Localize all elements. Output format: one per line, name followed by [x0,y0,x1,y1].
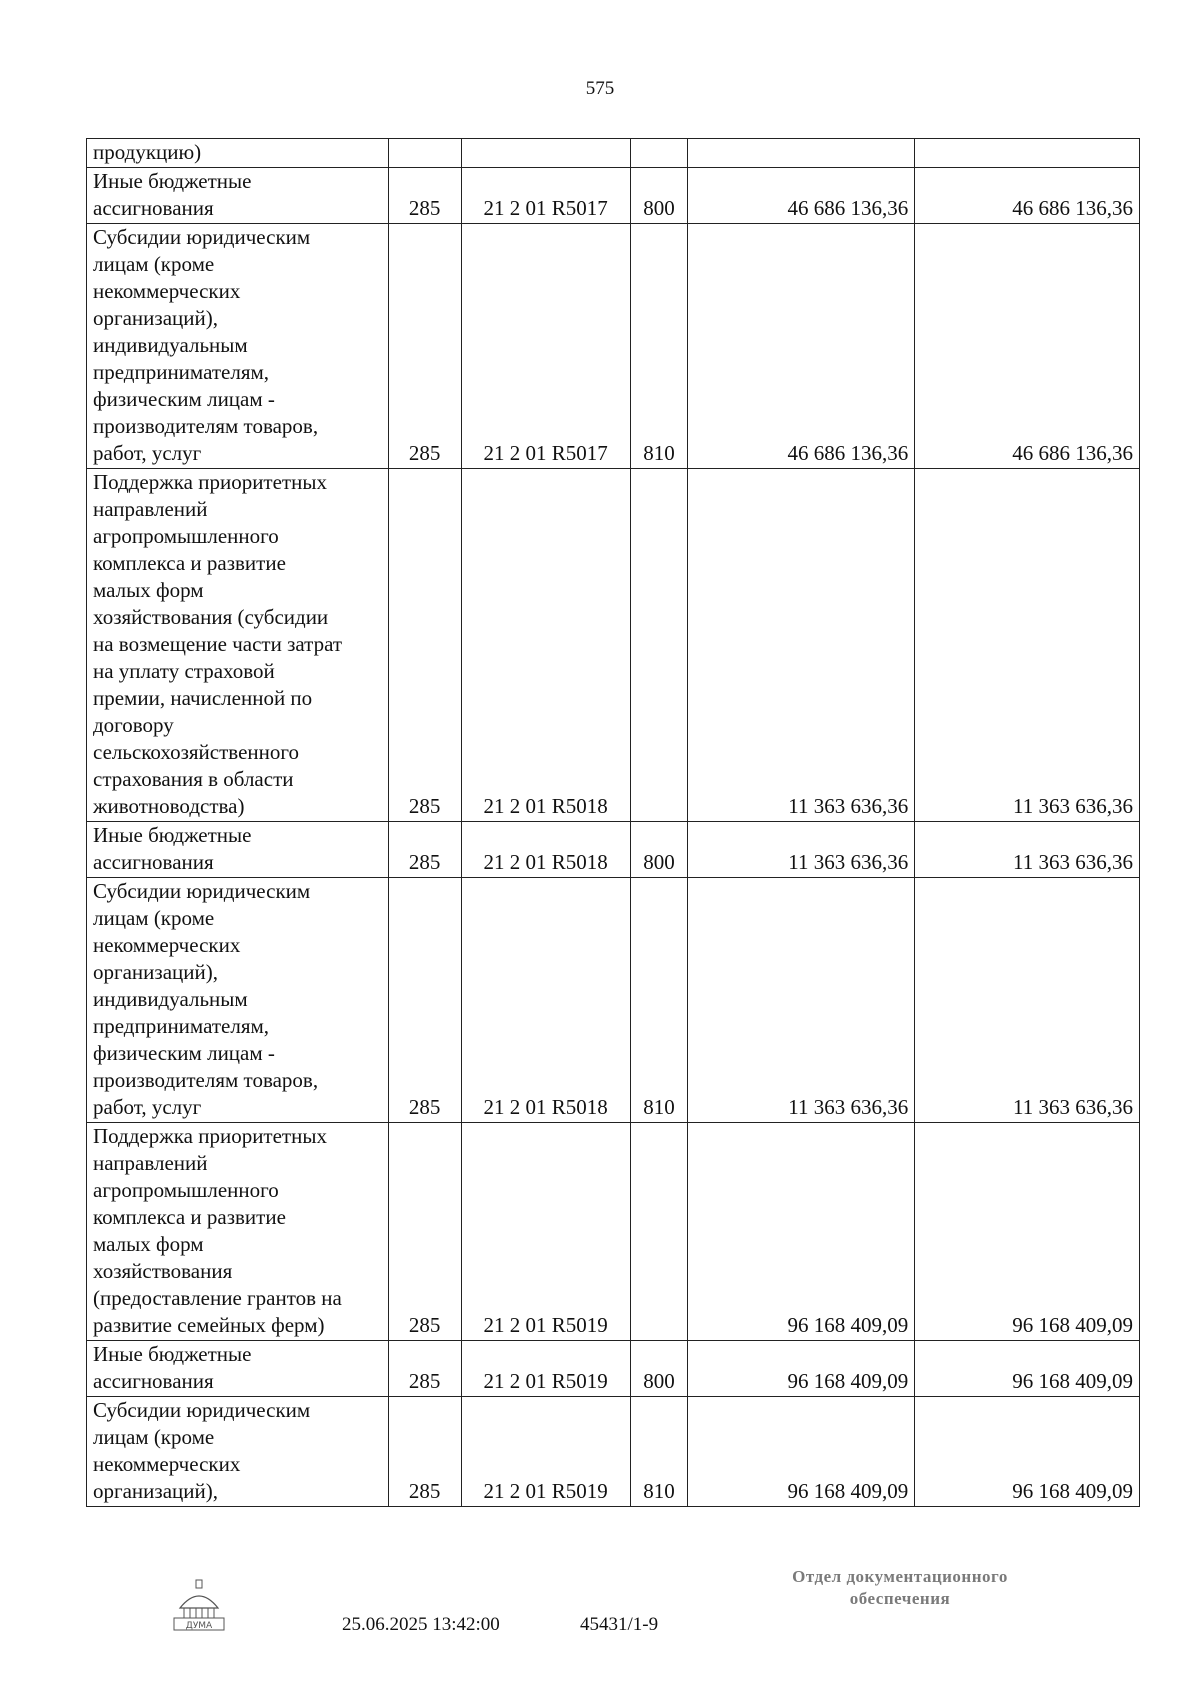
row-sum2-cell: 46 686 136,36 [915,168,1140,224]
row-gr-cell: 285 [388,1123,461,1341]
row-vr-cell [630,1123,688,1341]
stamp-line-1: Отдел документационного [792,1567,1008,1586]
row-vr-cell: 800 [630,1341,688,1397]
row-cs-cell: 21 2 01 R5019 [461,1397,630,1507]
row-name-cell: Субсидии юридическим лицам (кроме некоммерческих организаций), индивидуальным предпринимателям, физическим лицам - производителям товаров, работ, услуг [87,224,389,469]
row-vr-cell [630,469,688,822]
department-stamp [750,1566,1050,1610]
footer-doc-number: 45431/1-9 [580,1614,659,1635]
row-vr-cell: 800 [630,168,688,224]
row-sum1-cell: 96 168 409,09 [688,1397,915,1507]
row-sum2-cell: 96 168 409,09 [915,1397,1140,1507]
row-cs-cell: 21 2 01 R5019 [461,1123,630,1341]
row-sum2-cell [915,139,1140,168]
row-cs-cell: 21 2 01 R5017 [461,224,630,469]
row-cs-cell: 21 2 01 R5017 [461,168,630,224]
row-gr-cell: 285 [388,878,461,1123]
row-vr-cell: 800 [630,822,688,878]
row-gr-cell: 285 [388,822,461,878]
row-name-cell: Иные бюджетные ассигнования [87,168,389,224]
row-sum2-cell: 11 363 636,36 [915,469,1140,822]
stamp-line-2: обеспечения [849,1589,951,1608]
row-sum1-cell: 46 686 136,36 [688,224,915,469]
row-name-cell: Иные бюджетные ассигнования [87,1341,389,1397]
row-cs-cell: 21 2 01 R5019 [461,1341,630,1397]
budget-table [86,138,1140,1507]
table-row [87,168,1140,224]
row-sum1-cell: 11 363 636,36 [688,878,915,1123]
table-row [87,822,1140,878]
footer-date: 25.06.2025 13:42:00 [342,1614,500,1635]
row-sum2-cell: 11 363 636,36 [915,878,1140,1123]
page-number: 575 [585,78,615,99]
row-name-cell: Иные бюджетные ассигнования [87,822,389,878]
row-cs-cell: 21 2 01 R5018 [461,822,630,878]
row-name-cell: Поддержка приоритетных направлений агропромышленного комплекса и развитие малых форм хозяйствования (предоставление грантов на развитие семейных ферм) [87,1123,389,1341]
row-sum1-cell: 96 168 409,09 [688,1341,915,1397]
row-sum2-cell: 11 363 636,36 [915,822,1140,878]
row-sum1-cell: 96 168 409,09 [688,1123,915,1341]
row-name-cell: Поддержка приоритетных направлений агропромышленного комплекса и развитие малых форм хозяйствования (субсидии на возмещение части затрат на уплату страховой премии, начисленной по договору сельскохозяйственного страхования в области животноводства) [87,469,389,822]
row-sum2-cell: 46 686 136,36 [915,224,1140,469]
duma-logo [168,1578,230,1634]
table-body [87,139,1140,1507]
table-row [87,224,1140,469]
row-name-cell: Субсидии юридическим лицам (кроме некоммерческих организаций), [87,1397,389,1507]
table-row [87,469,1140,822]
row-sum1-cell [688,139,915,168]
row-sum2-cell: 96 168 409,09 [915,1123,1140,1341]
table-row [87,878,1140,1123]
row-vr-cell [630,139,688,168]
table-row [87,1123,1140,1341]
row-name-cell: продукцию) [87,139,389,168]
row-gr-cell: 285 [388,469,461,822]
svg-text:ДУМА: ДУМА [185,1621,213,1631]
row-name-cell: Субсидии юридическим лицам (кроме некоммерческих организаций), индивидуальным предпринимателям, физическим лицам - производителям товаров, работ, услуг [87,878,389,1123]
row-cs-cell: 21 2 01 R5018 [461,469,630,822]
table-row [87,139,1140,168]
row-vr-cell: 810 [630,224,688,469]
row-gr-cell: 285 [388,168,461,224]
table-row [87,1397,1140,1507]
row-sum1-cell: 11 363 636,36 [688,469,915,822]
row-vr-cell: 810 [630,878,688,1123]
row-sum1-cell: 11 363 636,36 [688,822,915,878]
row-cs-cell: 21 2 01 R5018 [461,878,630,1123]
row-gr-cell: 285 [388,224,461,469]
row-sum2-cell: 96 168 409,09 [915,1341,1140,1397]
row-gr-cell: 285 [388,1341,461,1397]
table-row [87,1341,1140,1397]
row-gr-cell: 285 [388,1397,461,1507]
row-gr-cell [388,139,461,168]
row-sum1-cell: 46 686 136,36 [688,168,915,224]
row-cs-cell [461,139,630,168]
row-vr-cell: 810 [630,1397,688,1507]
